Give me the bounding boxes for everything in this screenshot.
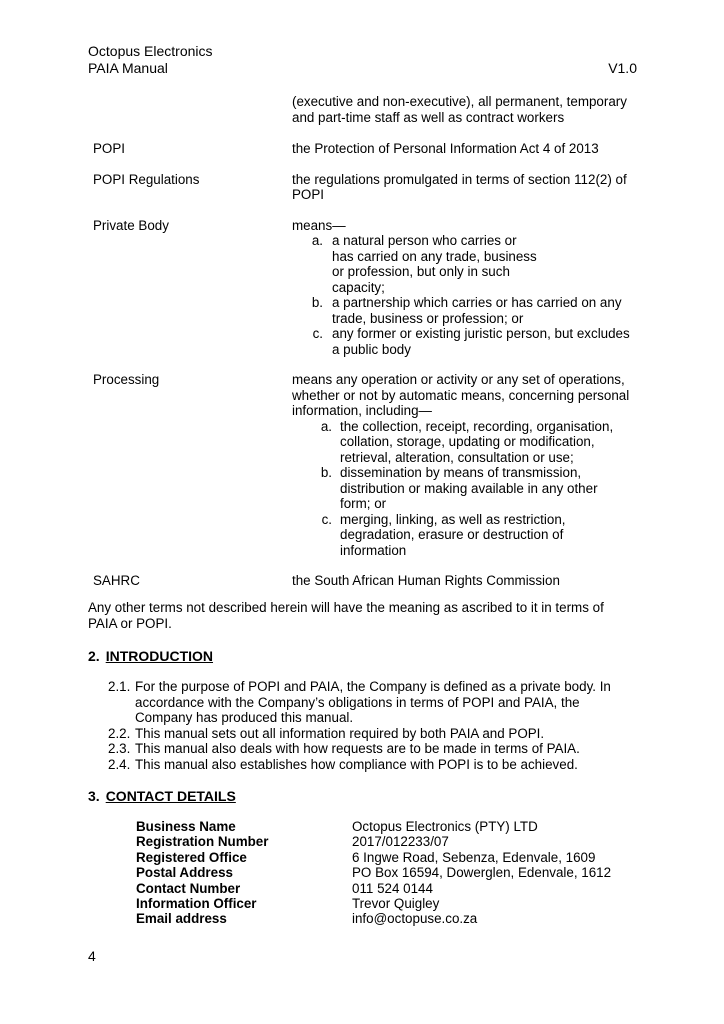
definition-term: SAHRC	[93, 573, 140, 588]
list-item-text: This manual also deals with how requests are to be made in terms of PAIA.	[135, 741, 580, 756]
definition-intro: means any operation or activity or any set of operations, whether or not by automatic means, concerning personal information, including—	[292, 372, 630, 418]
sub-item	[292, 419, 632, 466]
header-version: V1.0	[608, 60, 637, 76]
section-heading-contact-details	[88, 788, 236, 804]
contact-details-table	[136, 819, 611, 927]
contact-value: 6 Ingwe Road, Sebenza, Edenvale, 1609	[352, 849, 596, 865]
definition-term: Processing	[93, 372, 160, 387]
list-item-number: 2.2.	[108, 725, 131, 741]
contact-value: 011 524 0144	[352, 880, 433, 896]
definition-row-private-body	[93, 218, 638, 358]
contact-value: PO Box 16594, Dowerglen, Edenvale, 1612	[352, 865, 612, 881]
section-heading-introduction	[88, 648, 213, 664]
contact-value: 2017/012233/07	[352, 834, 449, 850]
contact-row	[136, 850, 611, 865]
definition-row-sahrc	[93, 573, 638, 589]
definition-row-popi-regulations	[93, 172, 638, 203]
list-item	[108, 679, 628, 726]
sub-item-text: merging, linking, as well as restriction, degradation, erasure or destruction of information	[340, 511, 566, 558]
definition-text: the regulations promulgated in terms of section 112(2) of POPI	[292, 171, 627, 202]
definition-row-processing	[93, 372, 638, 558]
contact-label: Email address	[136, 911, 227, 927]
contact-row	[136, 865, 611, 880]
contact-row	[136, 819, 611, 834]
definitions-table	[93, 94, 638, 589]
sub-item-letter: a.	[311, 233, 323, 248]
other-terms-paragraph: Any other terms not described herein will have the meaning as ascribed to it in terms of PAIA or POPI.	[88, 600, 604, 631]
definition-term: POPI Regulations	[93, 171, 200, 187]
sub-item	[292, 326, 638, 357]
page-header	[88, 43, 213, 77]
contact-label: Registration Number	[136, 834, 269, 850]
section-number: 3.	[88, 788, 100, 804]
definition-row-popi	[93, 141, 638, 157]
sub-item-text: any former or existing juristic person, but excludes a public body	[332, 326, 630, 357]
definition-row-personnel-cont	[93, 94, 627, 125]
contact-row	[136, 911, 611, 926]
introduction-list	[108, 679, 628, 772]
section-number: 2.	[88, 648, 100, 664]
definition-term: POPI	[93, 141, 125, 156]
header-company: Octopus Electronics	[88, 43, 213, 59]
sub-item	[292, 295, 638, 326]
sub-item-text: the collection, receipt, recording, organisation, collation, storage, updating or modification, retrieval, alteration, consultation or use;	[340, 418, 614, 465]
list-item	[108, 741, 628, 757]
definition-text: the South African Human Rights Commission	[292, 573, 560, 588]
contact-value: info@octopuse.co.za	[352, 911, 478, 927]
contact-label: Business Name	[136, 819, 236, 834]
contact-row	[136, 834, 611, 849]
sub-item-letter: a.	[320, 418, 332, 434]
contact-row	[136, 881, 611, 896]
list-item-number: 2.3.	[108, 741, 131, 756]
contact-value: Octopus Electronics (PTY) LTD	[352, 819, 538, 834]
header-doc-title: PAIA Manual	[88, 60, 168, 76]
definition-intro: means—	[292, 217, 346, 233]
sub-item	[292, 233, 638, 295]
sub-item-text: dissemination by means of transmission, distribution or making available in any other form; or	[340, 465, 598, 511]
list-item-text: For the purpose of POPI and PAIA, the Company is defined as a private body. In accordance with the Company’s obligations in terms of POPI and PAIA, the Company has produced this manual.	[135, 679, 611, 725]
sub-item-letter: c.	[312, 326, 323, 341]
contact-label: Information Officer	[136, 896, 257, 912]
contact-label: Postal Address	[136, 865, 233, 881]
sub-item-letter: b.	[311, 295, 323, 310]
sub-item-text: a natural person who carries or has carried on any trade, business or profession, but only in such capacity;	[332, 233, 537, 295]
sub-item-letter: c.	[321, 511, 332, 527]
list-item-text: This manual also establishes how compliance with POPI is to be achieved.	[135, 756, 578, 772]
list-item	[108, 726, 628, 742]
list-item-number: 2.4.	[108, 756, 131, 772]
contact-value: Trevor Quigley	[352, 896, 440, 912]
definition-text: (executive and non-executive), all permanent, temporary and part-time staff as well as contract workers	[292, 94, 627, 125]
page-number: 4	[88, 948, 96, 964]
list-item-text: This manual sets out all information required by both PAIA and POPI.	[135, 725, 545, 741]
contact-row	[136, 896, 611, 911]
contact-label: Registered Office	[136, 849, 247, 865]
sub-item-text: a partnership which carries or has carried on any trade, business or profession; or	[332, 295, 622, 326]
definition-text	[292, 218, 638, 358]
section-title: CONTACT DETAILS	[105, 788, 236, 804]
list-item-number: 2.1.	[108, 679, 131, 694]
section-title: INTRODUCTION	[105, 648, 214, 664]
definition-term: Private Body	[93, 217, 169, 233]
contact-label: Contact Number	[136, 880, 241, 896]
list-item	[108, 757, 628, 773]
sub-item	[292, 465, 632, 512]
definition-text	[292, 372, 632, 558]
sub-item	[292, 512, 632, 559]
definition-text: the Protection of Personal Information Act 4 of 2013	[292, 141, 599, 156]
sub-item-letter: b.	[320, 465, 332, 480]
